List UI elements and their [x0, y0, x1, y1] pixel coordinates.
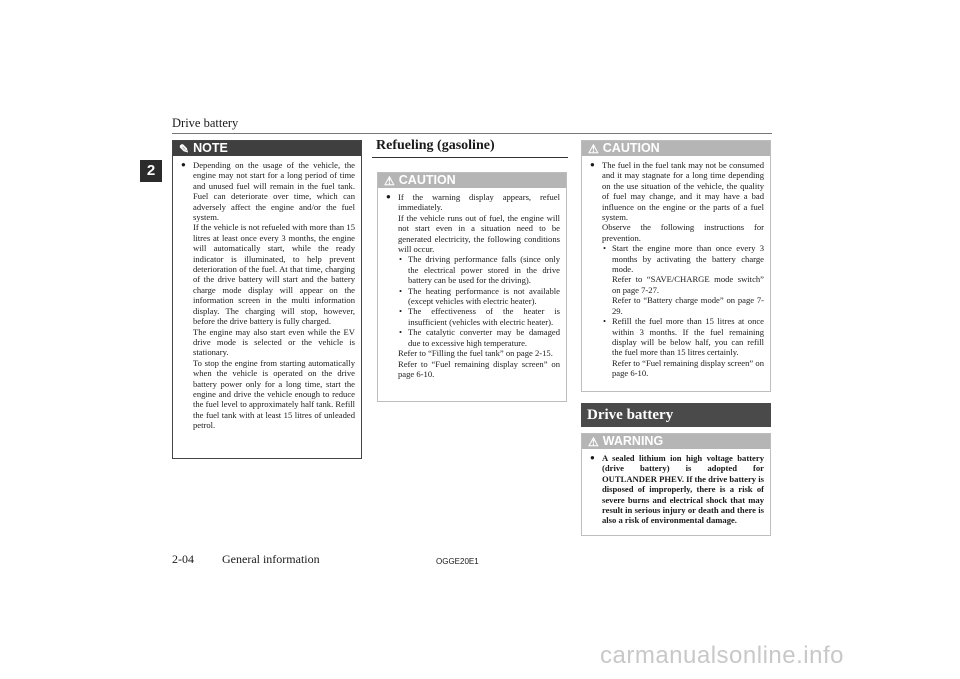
warning-header	[582, 434, 770, 449]
note-body	[173, 156, 361, 435]
note-icon: ✎	[179, 141, 190, 156]
watermark: carmanualsonline.info	[600, 642, 844, 669]
note-box	[172, 140, 362, 459]
sub-bullet-icon: •	[399, 327, 403, 338]
fuel-caution-sub-1-ref-2: Refer to “Battery charge mode” on page 7-29.	[612, 295, 764, 316]
sub-bullet-icon: •	[603, 316, 607, 327]
sub-bullet-icon: •	[399, 306, 403, 317]
sub-bullet-icon: •	[603, 243, 607, 254]
caution-header	[378, 173, 566, 188]
bullet-icon: ●	[590, 160, 595, 169]
refuel-sub-2: The heating performance is not available (except vehicles with electric heater).	[408, 285, 560, 307]
note-para-2: The engine may also start even while the EV drive mode is selected or the vehicle is stationary.	[193, 326, 355, 358]
sub-bullet-icon: •	[399, 285, 403, 296]
header-rule	[172, 133, 772, 134]
warning-bullet: A sealed lithium ion high voltage battery (drive battery) is adopted for OUTLANDER PHEV. If the drive battery is disposed of improperly, there is a risk of severe burns and electrical shock that may result in serious injury or death and there is also a risk of environmental damage.	[602, 453, 764, 526]
warning-label: WARNING	[602, 434, 664, 448]
refuel-caution-box	[377, 172, 567, 402]
note-para-3: To stop the engine from starting automatically when the vehicle is operated on the drive battery power only for a long time, start the engine and drive the vehicle enough to reduce the fuel level to approximately half tank. Refill the fuel tank with at least 15 litres of unleaded petrol.	[193, 357, 355, 431]
sub-bullet-icon: •	[399, 254, 403, 265]
warning-body	[582, 449, 770, 530]
refuel-sub-3: The effectiveness of the heater is insufficient (vehicles with electric heater).	[408, 306, 560, 327]
note-header	[173, 141, 361, 156]
bullet-icon: ●	[386, 192, 391, 201]
fuel-caution-box	[581, 140, 771, 392]
warning-triangle-icon: ⚠	[384, 173, 395, 188]
refuel-caution-body	[378, 188, 566, 383]
refueling-section-title: Refueling (gasoline)	[372, 138, 568, 158]
fuel-caution-sub-1-ref-1: Refer to “SAVE/CHARGE mode switch” on page 7-27.	[612, 274, 764, 295]
note-para-1: If the vehicle is not refueled with more than 15 litres at least once every 3 months, the engine will automatically start, while the ready indicator is illuminated, to help prevent deterioration of the fuel. At that time, charging of the drive battery will start and the battery charge mode display will appear on the information screen in the multi information display. The charging will stop, however, before the drive battery is fully charged.	[193, 222, 355, 327]
document-code: OGGE20E1	[436, 557, 479, 566]
fuel-caution-para: Observe the following instructions for prevention.	[602, 222, 764, 243]
caution-header	[582, 141, 770, 156]
page-header-title: Drive battery	[172, 116, 239, 130]
caution-label: CAUTION	[398, 173, 456, 187]
fuel-caution-sub-2: Refill the fuel more than 15 litres at once within 3 months. If the fuel remaining display will be below half, you can refill the fuel more than 15 litres certainly.	[612, 316, 764, 358]
note-bullet: Depending on the usage of the vehicle, the engine may not start for a long period of time and unused fuel will remain in the fuel tank. Fuel can deteriorate over time, which can adversely affect the engine and/or the fuel system.	[193, 160, 355, 223]
refuel-ref-1: Refer to “Filling the fuel tank” on page 2-15.	[398, 348, 553, 359]
footer-section: General information	[222, 552, 320, 566]
refuel-sub-1: The driving performance falls (since only the electrical power stored in the drive battery can be used for the driving).	[408, 254, 560, 286]
fuel-caution-bullet: The fuel in the fuel tank may not be consumed and it may stagnate for a long time depending on the use situation of the vehicle, the quality of fuel may change, and it may have a bad influence on the engine or the parts of a fuel system.	[602, 160, 764, 223]
warning-box	[581, 433, 771, 536]
refuel-para: If the vehicle runs out of fuel, the engine will not start even in a situation need to be generated electricity, the following conditions will occur.	[398, 212, 560, 255]
refuel-sub-4: The catalytic converter may be damaged due to excessive high temperature.	[408, 327, 560, 348]
bullet-icon: ●	[181, 160, 186, 169]
warning-triangle-icon: ⚠	[588, 141, 599, 156]
note-label: NOTE	[193, 141, 228, 155]
fuel-caution-body	[582, 156, 770, 383]
page-number: 2-04	[172, 552, 194, 566]
refuel-ref-2: Refer to “Fuel remaining display screen” on page 6-10.	[398, 358, 560, 379]
warning-triangle-icon: ⚠	[588, 434, 599, 449]
refuel-bullet: If the warning display appears, refuel immediately.	[398, 192, 560, 213]
fuel-caution-sub-2-ref: Refer to “Fuel remaining display screen” on page 6-10.	[612, 357, 764, 379]
fuel-caution-sub-1: Start the engine more than once every 3 months by activating the battery charge mode.	[612, 243, 764, 275]
bullet-icon: ●	[590, 453, 595, 462]
drive-battery-section-title: Drive battery	[581, 403, 771, 427]
chapter-tab: 2	[140, 160, 162, 182]
caution-label: CAUTION	[602, 141, 660, 155]
